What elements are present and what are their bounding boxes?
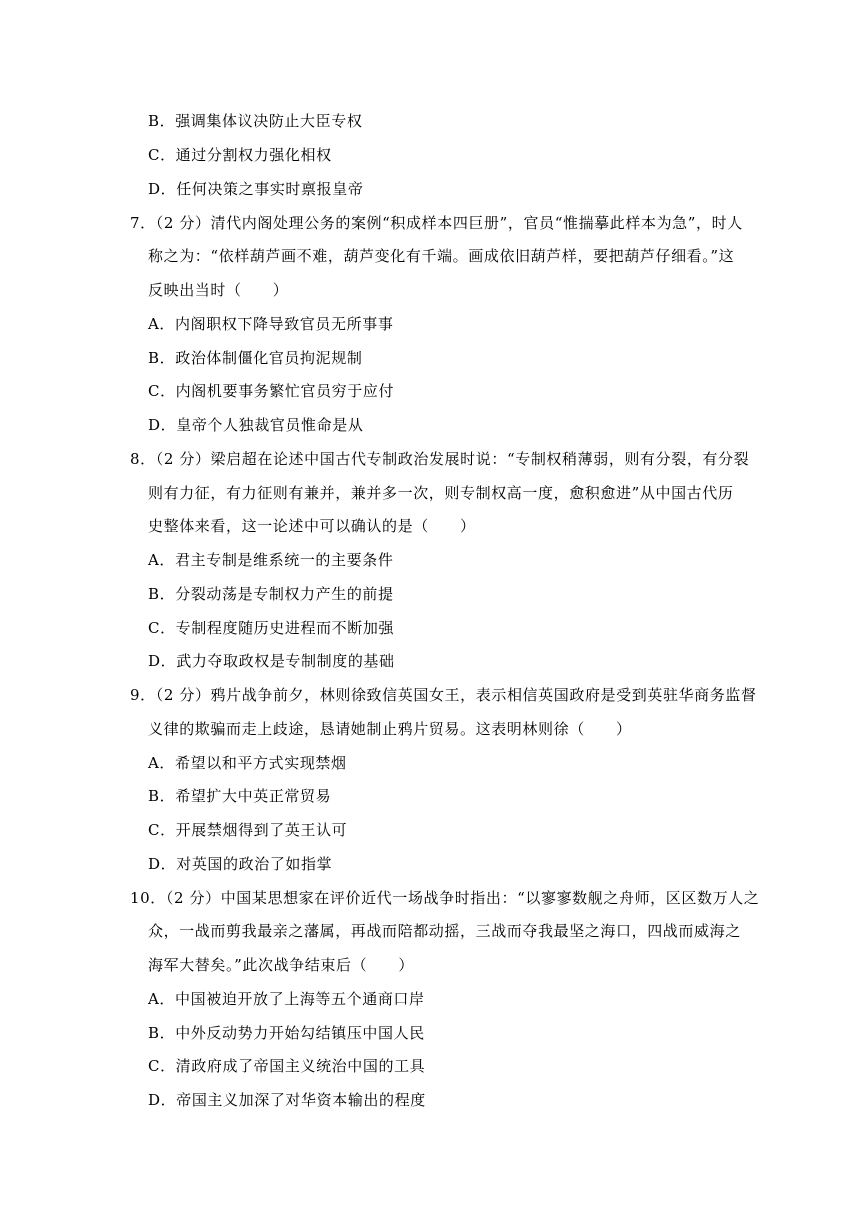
option-d: D．武力夺取政权是专制制度的基础 (148, 652, 395, 670)
option-c: C．清政府成了帝国主义统治中国的工具 (148, 1057, 426, 1075)
option-b: B．分裂动荡是专制权力产生的前提 (148, 585, 394, 603)
question-text: 海军大替矣。”此次战争结束后（ ） (148, 956, 414, 974)
option-d: D．任何决策之事实时禀报皇帝 (148, 180, 364, 198)
question-text: 史整体来看，这一论述中可以确认的是（ ） (148, 517, 476, 535)
option-d: D．对英国的政治了如指掌 (148, 855, 333, 873)
question-text: 9．（2 分）鸦片战争前夕，林则徐致信英国女王，表示相信英国政府是受到英驻华商务监督 (130, 686, 757, 704)
option-b: B．中外反动势力开始勾结镇压中国人民 (148, 1024, 425, 1042)
option-a: A．中国被迫开放了上海等五个通商口岸 (148, 990, 425, 1008)
question-text: 则有力征，有力征则有兼并，兼并多一次，则专制权高一度，愈积愈进”从中国古代历 (148, 484, 734, 502)
option-a: A．君主专制是维系统一的主要条件 (148, 551, 394, 569)
option-c: C．内阁机要事务繁忙官员穷于应付 (148, 382, 395, 400)
option-c: C．开展禁烟得到了英王认可 (148, 821, 348, 839)
option-d: D．帝国主义加深了对华资本输出的程度 (148, 1091, 426, 1109)
option-a: A．希望以和平方式实现禁烟 (148, 754, 347, 772)
option-c: C．通过分割权力强化相权 (148, 146, 332, 164)
question-text: 众，一战而剪我最亲之藩属，再战而陪都动摇，三战而夺我最坚之海口，四战而威海之 (148, 922, 741, 940)
question-text: 义律的欺骗而走上歧途，恳请她制止鸦片贸易。这表明林则徐（ ） (148, 720, 632, 738)
question-text: 称之为：“依样葫芦画不难，葫芦变化有千端。画成依旧葫芦样，要把葫芦仔细看。”这 (148, 247, 735, 265)
option-c: C．专制程度随历史进程而不断加强 (148, 619, 395, 637)
option-a: A．内阁职权下降导致官员无所事事 (148, 315, 394, 333)
option-d: D．皇帝个人独裁官员惟命是从 (148, 416, 364, 434)
question-text: 8．（2 分）梁启超在论述中国古代专制政治发展时说：“专制权稍薄弱，则有分裂，有分裂 (130, 450, 750, 468)
option-b: B．强调集体议决防止大臣专权 (148, 112, 363, 130)
option-b: B．政治体制僵化官员拘泥规制 (148, 349, 363, 367)
question-text: 10．（2 分）中国某思想家在评价近代一场战争时指出：“以寥寥数舰之舟师，区区数万人之 (130, 889, 760, 907)
option-b: B．希望扩大中英正常贸易 (148, 787, 332, 805)
question-text: 7．（2 分）清代内阁处理公务的案例“积成样本四巨册”，官员“惟揣摹此样本为急”，时人 (130, 214, 743, 232)
question-text: 反映出当时（ ） (148, 281, 289, 299)
